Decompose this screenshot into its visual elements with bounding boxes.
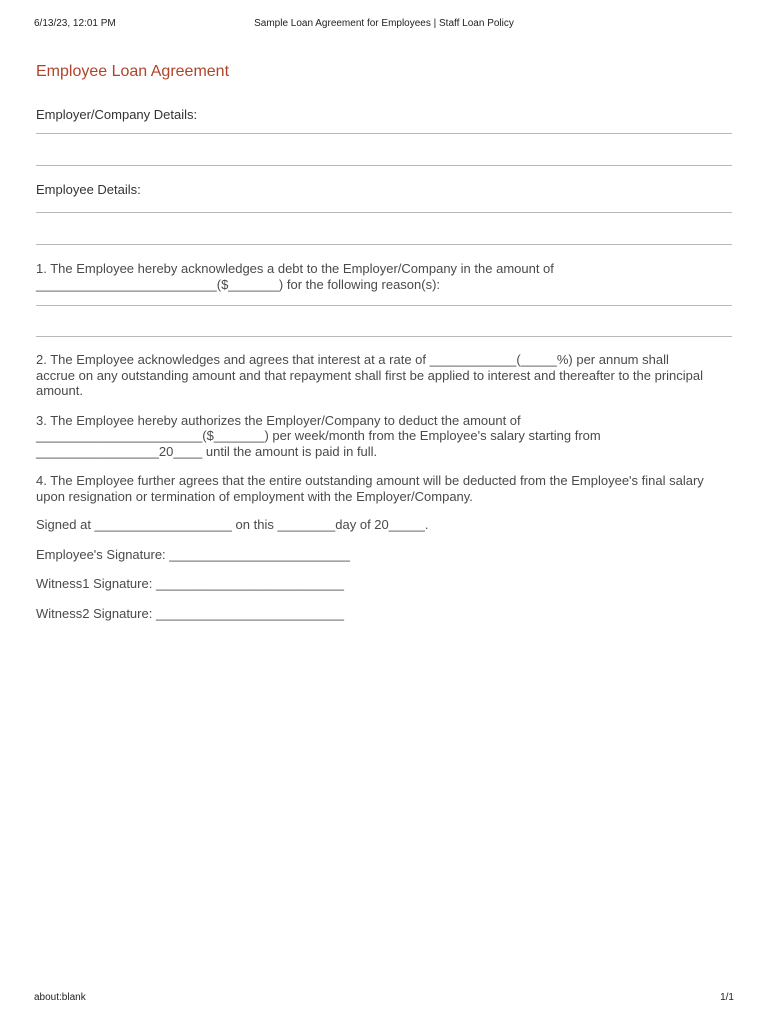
clause-2-line-1: 2. The Employee acknowledges and agrees that interest at a rate of ____________(_____%) per annum shall [36,352,669,367]
clause-3-line-1: 3. The Employee hereby authorizes the Employer/Company to deduct the amount of [36,412,521,428]
clause-4-line-1: 4. The Employee further agrees that the entire outstanding amount will be deducted from the Employee's final salary [36,473,704,488]
witness1-signature-line: Witness1 Signature: __________________________ [36,576,344,591]
employee-details-heading: Employee Details: [36,182,141,197]
clause-2 [36,352,732,399]
signed-at-line: Signed at ___________________ on this ________day of 20_____. [36,517,429,532]
clause-2-line-3: amount. [36,383,83,398]
print-header [34,18,734,32]
clause-1 [36,261,732,292]
employer-details-line-2 [36,165,732,166]
witness2-signature-line: Witness2 Signature: __________________________ [36,605,344,621]
employee-details-line-1 [36,212,732,213]
employee-signature-line: Employee's Signature: _________________________ [36,546,351,562]
clause-1-line-2: _________________________($_______) for the following reason(s): [36,276,441,292]
print-footer [34,992,734,1006]
reason-line-2 [36,336,732,337]
clause-3-line-2: _______________________($_______) per week/month from the Employee's salary starting from [36,428,601,443]
clause-4 [36,473,732,504]
employer-details-line-1 [36,133,732,134]
loan-agreement-document [36,60,732,621]
employee-details-line-2 [36,244,732,245]
clause-3-line-3: _________________20____ until the amount is paid in full. [36,443,378,459]
print-date: 6/13/23, 12:01 PM [34,18,116,29]
reason-line-1 [36,305,732,306]
print-page-number: 1/1 [720,992,734,1003]
print-url: about:blank [34,992,86,1003]
employer-details-heading: Employer/Company Details: [36,107,198,122]
clause-1-line-1: 1. The Employee hereby acknowledges a debt to the Employer/Company in the amount of [36,261,554,276]
print-page-title: Sample Loan Agreement for Employees | Staff Loan Policy [254,18,514,29]
document-title: Employee Loan Agreement [36,63,230,80]
clause-2-line-2: accrue on any outstanding amount and that repayment shall first be applied to interest and thereafter to the principal [36,367,704,383]
clause-3 [36,413,732,460]
clause-4-line-2: upon resignation or termination of employment with the Employer/Company. [36,488,473,504]
